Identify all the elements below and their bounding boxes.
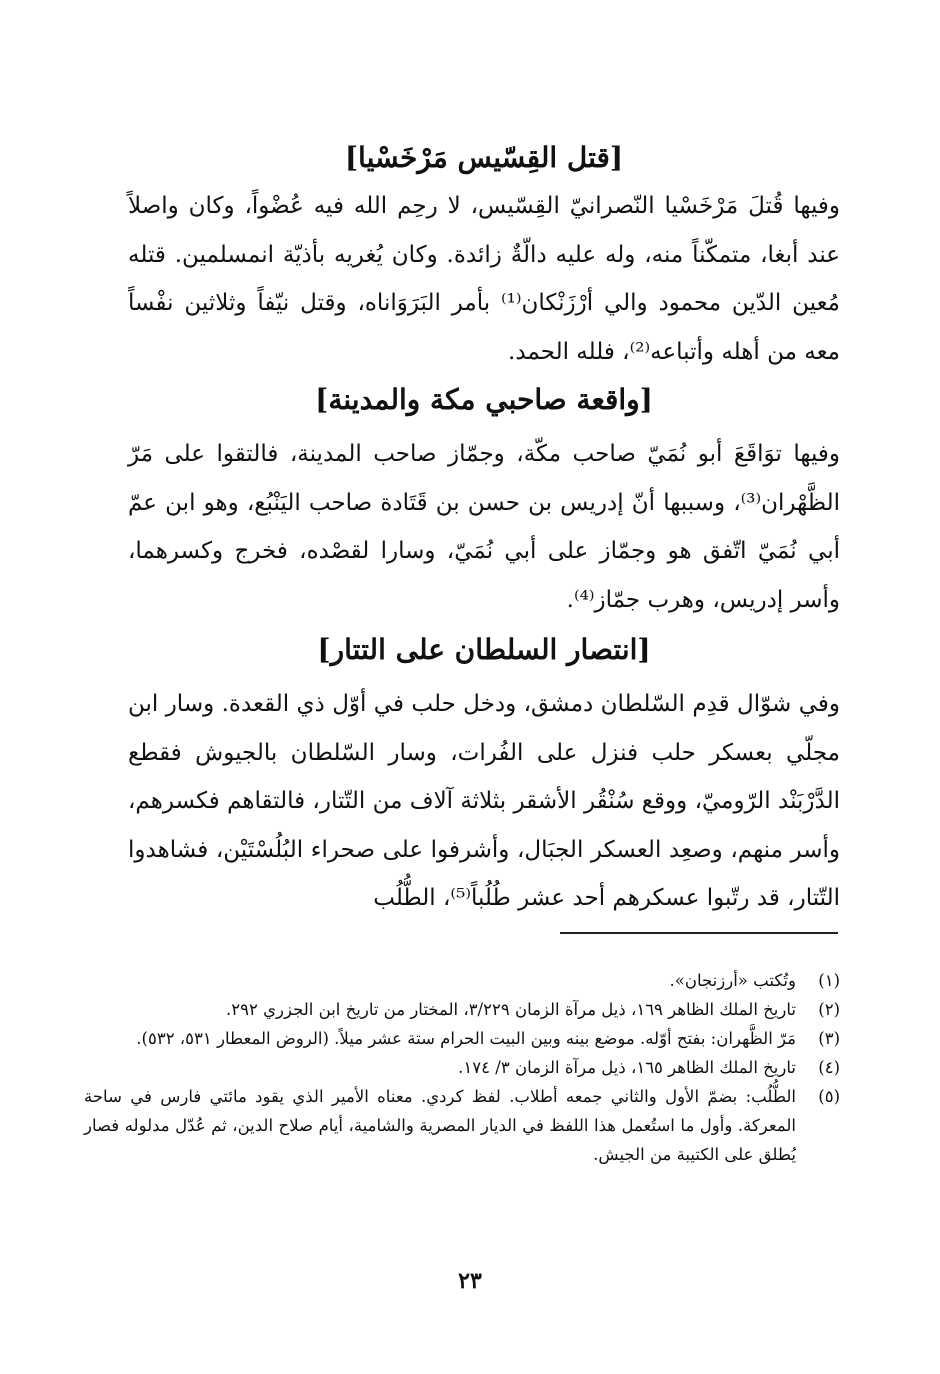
footnotes [84, 966, 840, 1169]
page-number: ٢٣ [458, 1268, 482, 1294]
section-paragraph: وفيها توَاقَعَ أبو نُمَيّ صاحب مكّة، وجمّاز صاحب المدينة، فالتقوا على مَرّ الظَّهْران⁽³⁾، وسببها أنّ إدريس بن حسن بن قَتَادة صاحب اليَنْبُع، وهو ابن عمّ أبي نُمَيّ اتّفق هو وجمّاز على أبي نُمَيّ، وسارا لقصْده، فخرج وكسرهما، وأسر إدريس، وهرب جمّاز⁽⁴⁾. [128, 441, 840, 613]
footnote [84, 1082, 840, 1169]
footnote-text: تاريخ الملك الظاهر ١٦٩، ذيل مرآة الزمان ٣/٢٢٩، المختار من تاريخ ابن الجزري ٢٩٢. [226, 1000, 796, 1019]
footnote-number: (٥) [818, 1087, 840, 1106]
main-text [128, 138, 840, 923]
footnote-number: (١) [818, 971, 840, 990]
footnote [84, 1024, 840, 1053]
footnote [84, 1053, 840, 1082]
section-heading: [واقعة صاحبي مكة والمدينة] [315, 383, 653, 416]
footnote-text: وتُكتب «أرزنجان». [669, 971, 796, 990]
footnote-number: (٤) [818, 1058, 840, 1077]
section-heading: [انتصار السلطان على التتار] [317, 633, 651, 666]
section-heading: [قتل القِسّيس مَرْخَسْيا] [344, 141, 624, 174]
footnote-text: الطُّلُب: بضمّ الأول والثاني جمعه أطلاب. لفظ كردي. معناه الأمير الذي يقود مائتي فارس في ساحة المعركة. وأول ما استُعمل هذا اللفظ في الديار المصرية والشامية، أيام صلاح الدين، ثم عُدّل مدلوله فصار يُطلق على الكتيبة من الجيش. [84, 1087, 796, 1164]
footnote-text: مَرّ الظَّهران: بفتح أوّله. موضع بينه وبين البيت الحرام ستة عشر ميلاً. (الروض المعطار ٥٣١، ٥٣٢). [136, 1029, 796, 1048]
footnote-number: (٣) [818, 1029, 840, 1048]
footnote-text: تاريخ الملك الظاهر ١٦٥، ذيل مرآة الزمان ٣/ ١٧٤. [458, 1058, 796, 1077]
footnote-number: (٢) [818, 1000, 840, 1019]
section-paragraph: وفي شوّال قدِم السّلطان دمشق، ودخل حلب في أوّل ذي القعدة. وسار ابن مجلّي بعسكر حلب فنزل على الفُرات، وسار السّلطان بالجيوش فقطع الدَّرْبَنْد الرّوميّ، ووقع سُنْقُر الأشقر بثلاثة آلاف من التّتار، فالتقاهم فكسرهم، وأسر منهم، وصعِد العسكر الجبَال، وأشرفوا على صحراء البُلُسْتَيْن، فشاهدوا التّتار، قد رتّبوا عسكرهم أحد عشر طُلُباً⁽⁵⁾، الطُّلُب [128, 691, 840, 911]
footnote [84, 966, 840, 995]
footnote-separator [560, 932, 838, 934]
section-paragraph: وفيها قُتلَ مَرْخَسْيا النّصرانيّ القِسّيس، لا رحِم الله فيه عُضْواً، وكان واصلاً عند أبغا، متمكّناً منه، وله عليه دالّةٌ زائدة. وكان يُغريه بأذيّة انمسلمين. قتله مُعين الدّين محمود والي أرْزَنْكان⁽¹⁾ بأمر البَرَوَاناه، وقتل نيّفاً وثلاثين نفْساً معه من أهله وأتباعه⁽²⁾، فلله الحمد. [128, 193, 840, 365]
footnote [84, 995, 840, 1024]
